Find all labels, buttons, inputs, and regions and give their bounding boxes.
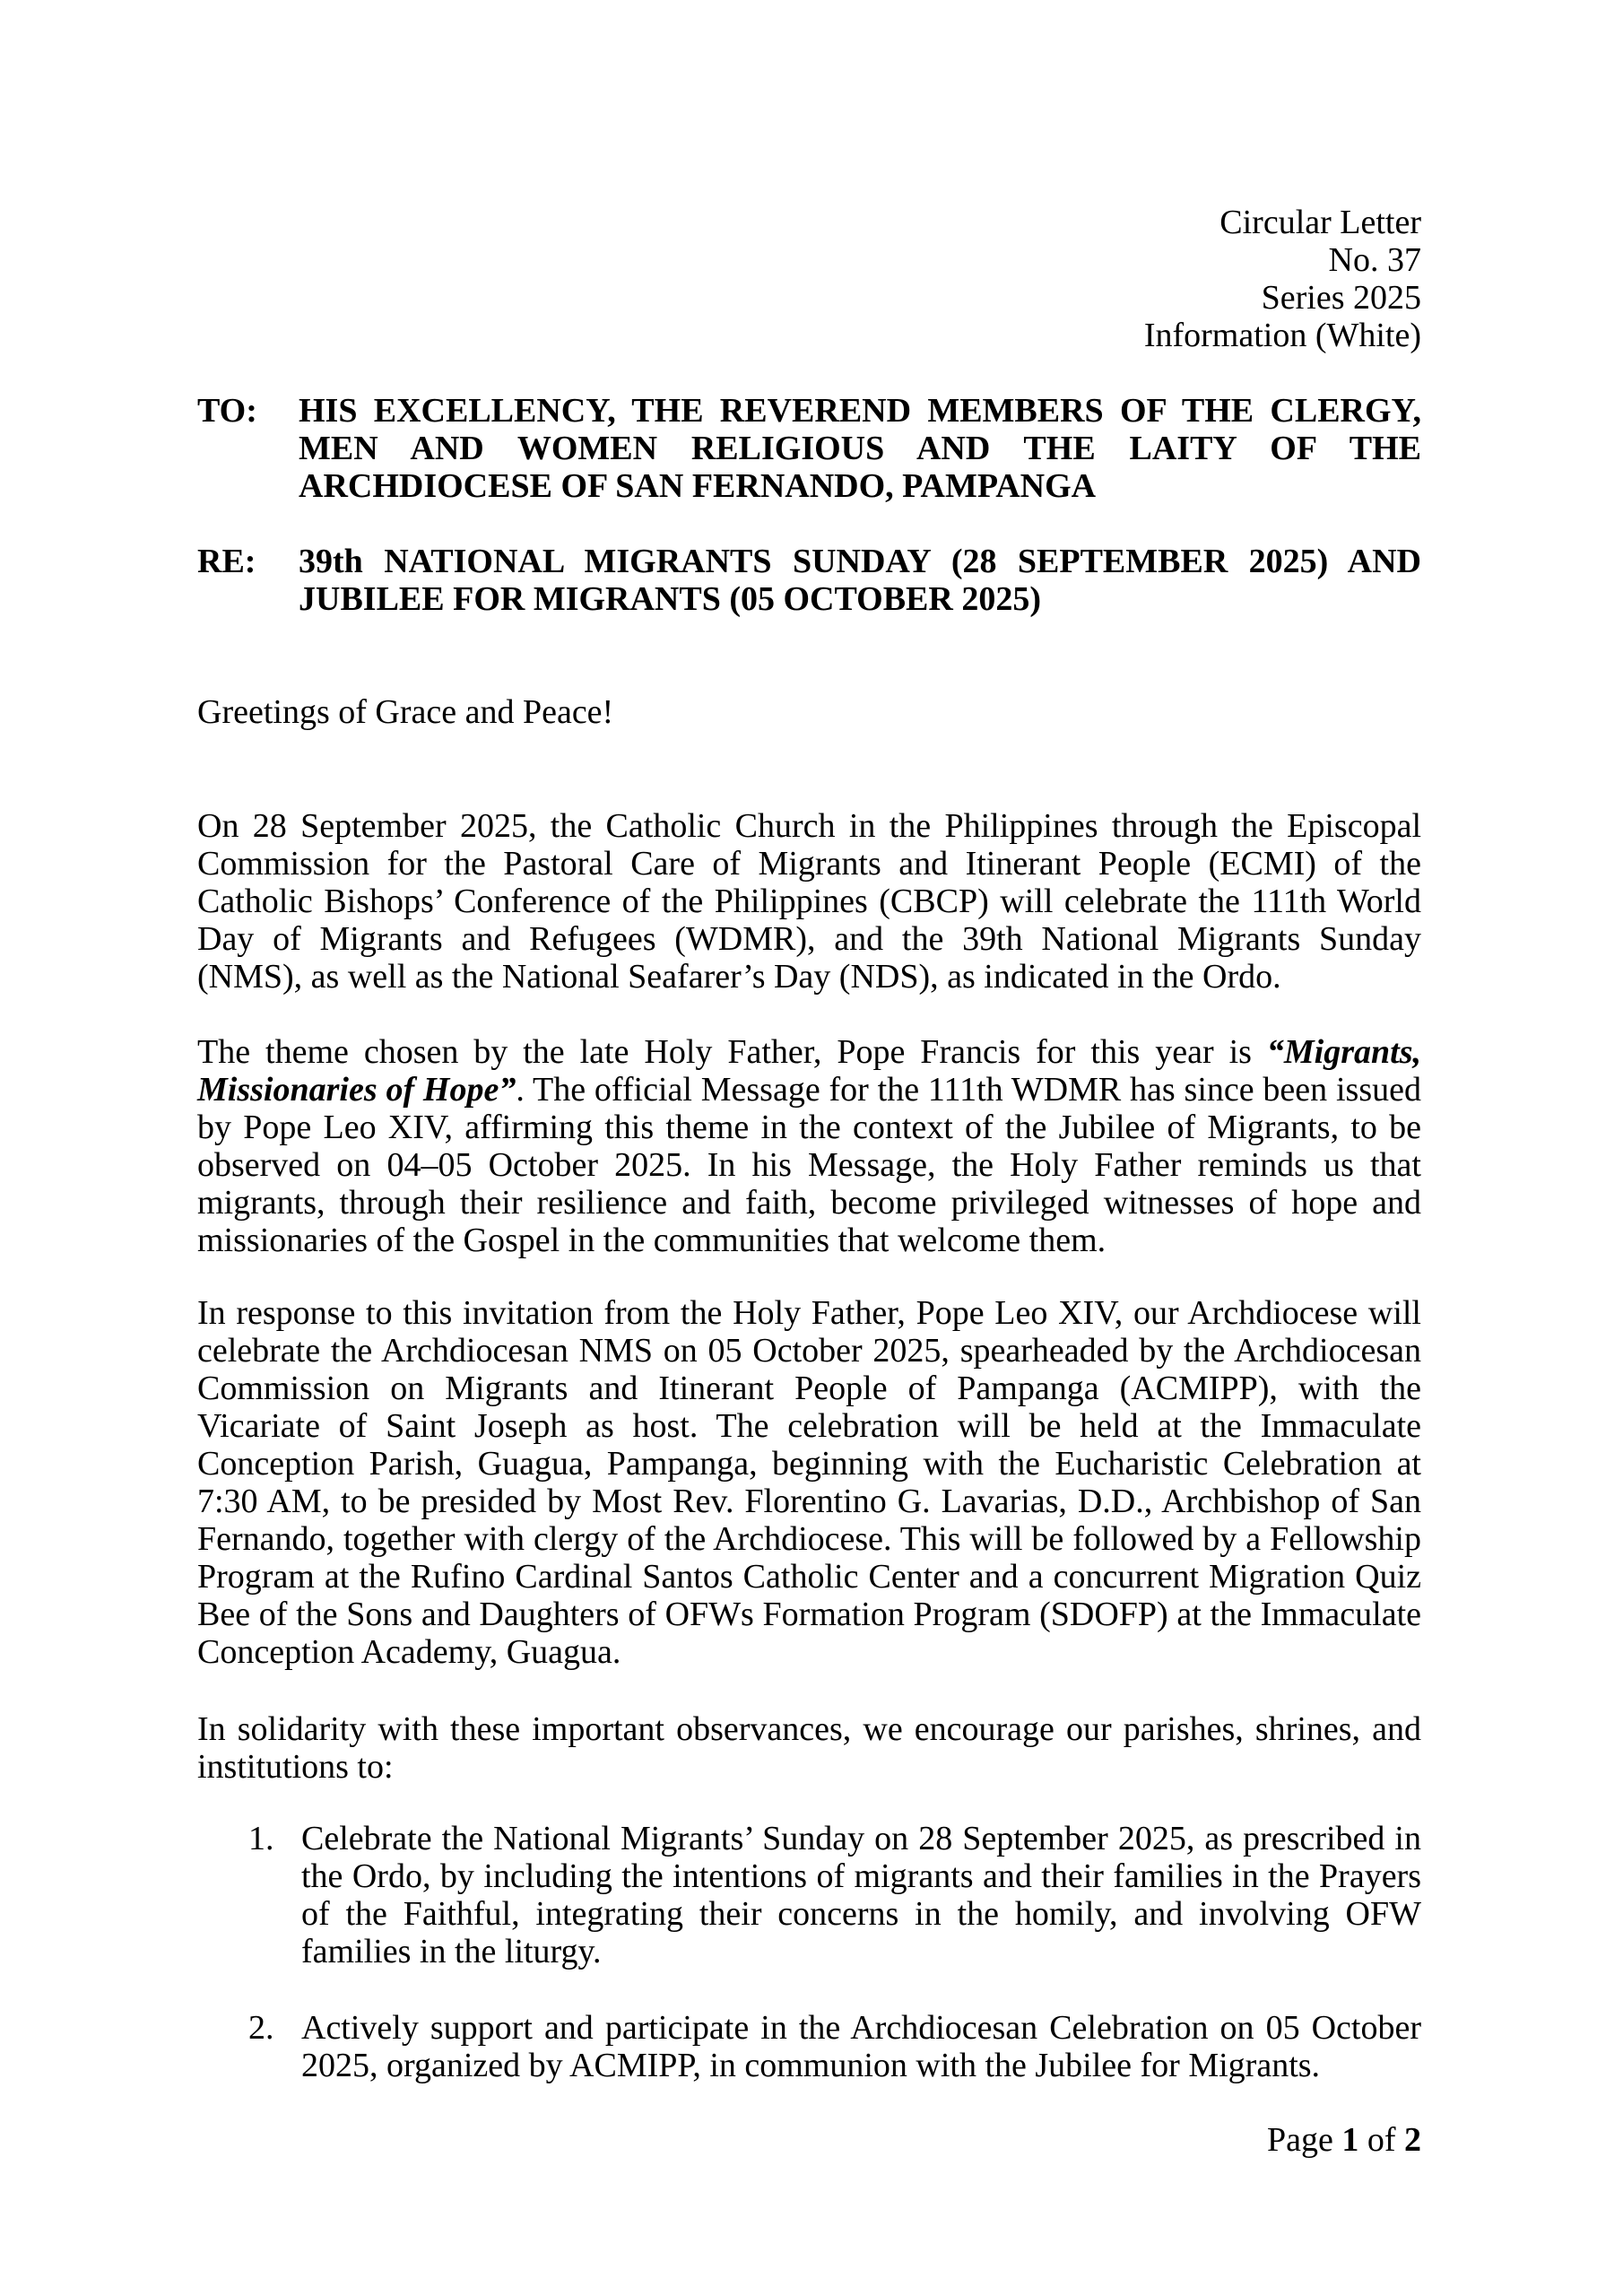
list-item [248,1820,1421,1970]
page-number: 1 [1341,2121,1359,2159]
paragraph-celebration-details: In response to this invitation from the Holy Father, Pope Leo XIV, our Archdiocese will celebrate the Archdiocesan NMS on 05 October 2025, spearheaded by the Archdiocesan Commission on Migrants and Itinerant People of Pampanga (ACMIPP), with the Vicariate of Saint Joseph as host. The celebration will be held at the Immaculate Conception Parish, Guagua, Pampanga, beginning with the Eucharistic Celebration at 7:30 AM, to be presided by Most Rev. Florentino G. Lavarias, D.D., Archbishop of San Fernando, together with clergy of the Archdiocese. This will be followed by a Fellowship Program at the Rufino Cardinal Santos Catholic Center and a concurrent Migration Quiz Bee of the Sons and Daughters of OFWs Formation Program (SDOFP) at the Immaculate Conception Academy, Guagua. [197,1294,1421,1671]
re-block [197,543,1421,618]
list-item-number: 2. [248,2009,274,2047]
header-line-series: Series 2025 [1261,279,1421,317]
paragraph-solidarity: In solidarity with these important observances, we encourage our parishes, shrines, and institutions to: [197,1710,1421,1786]
header-line-number: No. 37 [1328,241,1421,279]
footer-separator: of [1358,2121,1404,2159]
footer-prefix: Page [1266,2121,1342,2159]
to-block [197,392,1421,505]
to-text: HIS EXCELLENCY, THE REVEREND MEMBERS OF THE CLERGY, MEN AND WOMEN RELIGIOUS AND THE LAITY OF THE ARCHDIOCESE OF SAN FERNANDO, PAMPANGA [299,392,1421,505]
directives-list [197,1820,1421,2084]
list-item [248,2009,1421,2084]
re-label: RE: [197,543,256,580]
greeting-line: Greetings of Grace and Peace! [197,693,614,731]
paragraph-theme-before: The theme chosen by the late Holy Father, Pope Francis for this year is [197,1033,1267,1071]
letter-header [197,204,1421,354]
total-pages: 2 [1404,2121,1421,2159]
paragraph-theme [197,1033,1421,1259]
paragraph-announcement: On 28 September 2025, the Catholic Church in the Philippines through the Episcopal Commission for the Pastoral Care of Migrants and Itinerant People (ECMI) of the Catholic Bishops’ Conference of the Philippines (CBCP) will celebrate the 111th World Day of Migrants and Refugees (WDMR), and the 39th National Migrants Sunday (NMS), as well as the National Seafarer’s Day (NDS), as indicated in the Ordo. [197,807,1421,996]
paragraph-theme-title: “Migrants, Missionaries of Hope” [197,1033,1421,1109]
list-item-number: 1. [248,1820,274,1857]
header-line-category: Information (White) [1143,317,1421,354]
paragraph-theme-after: . The official Message for the 111th WDMR has since been issued by Pope Leo XIV, affirming this theme in the context of the Jubilee of Migrants, to be observed on 04–05 October 2025. In his Message, the Holy Father reminds us that migrants, through their resilience and faith, become privileged witnesses of hope and missionaries of the Gospel in the communities that welcome them. [197,1071,1421,1259]
list-item-text: Celebrate the National Migrants’ Sunday on 28 September 2025, as prescribed in the Ordo, by including the intentions of migrants and their families in the Prayers of the Faithful, integrating their concerns in the homily, and involving OFW families in the liturgy. [301,1820,1421,1970]
page-footer [1267,2121,1421,2159]
to-label: TO: [197,392,257,430]
list-item-text: Actively support and participate in the Archdiocesan Celebration on 05 October 2025, organized by ACMIPP, in communion with the Jubilee for Migrants. [301,2009,1421,2084]
header-line-doc-type: Circular Letter [1219,204,1421,241]
re-text: 39th NATIONAL MIGRANTS SUNDAY (28 SEPTEMBER 2025) AND JUBILEE FOR MIGRANTS (05 OCTOBER 2025) [299,543,1421,618]
